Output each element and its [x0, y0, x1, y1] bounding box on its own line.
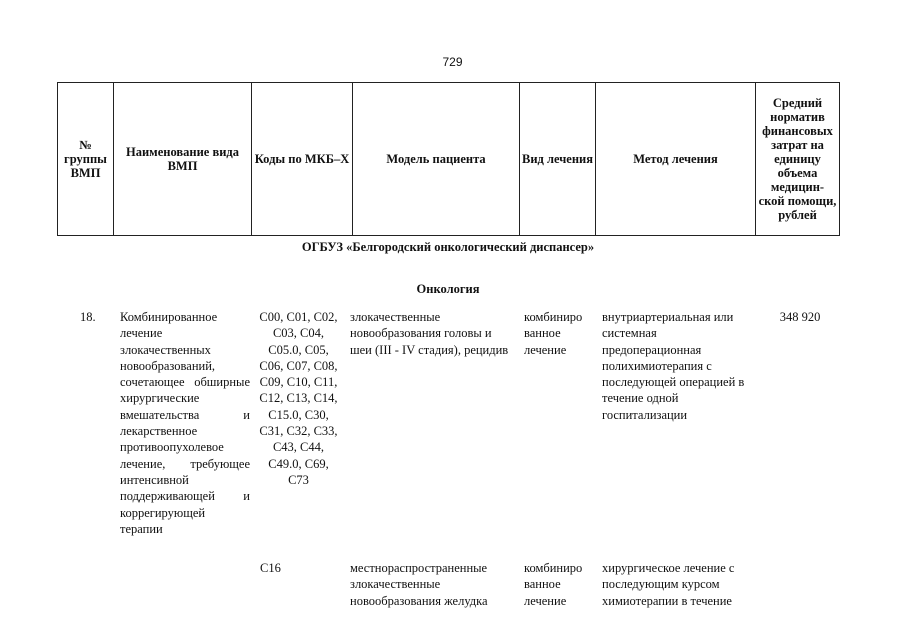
- code-line: C49.0, C69,: [268, 456, 329, 471]
- row-vmp-name: Комбинированное лечение злокачественных новообразований, сочетающее обширные хирургические вмешательства и лекарственное противоопухолевое лечение, требующее интенсивной поддерживающей и коррегирующей терапии: [120, 310, 250, 536]
- header-method: Метод лечения: [596, 83, 756, 236]
- table-header: [57, 82, 840, 236]
- header-vmp-name: Наименование вида ВМП: [114, 83, 252, 236]
- treatment-line: ванное: [524, 326, 561, 341]
- row-patient-model: местнораспространенные злокачественные новообразования желудка: [350, 561, 488, 608]
- row-icd-codes: C16: [260, 561, 281, 575]
- row-treatment-type: [524, 560, 590, 609]
- organization-title: ОГБУЗ «Белгородский онкологический диспансер»: [301, 240, 595, 254]
- treatment-line: лечение: [524, 342, 567, 357]
- section-title: Онкология: [416, 282, 480, 296]
- treatment-line: комбиниро: [524, 310, 583, 324]
- header-model: Модель пациента: [353, 83, 520, 236]
- header-group-no: № группы ВМП: [58, 83, 114, 236]
- code-line: C09, C10, C11,: [259, 375, 338, 390]
- row-cost: 348 920: [779, 310, 821, 324]
- code-line: C43, C44,: [272, 440, 325, 455]
- code-line: C12, C13, C14,: [259, 391, 338, 406]
- treatment-line: комбиниро: [524, 561, 583, 575]
- header-cost: Средний норматив финансовых затрат на единицу объема медицин-ской помощи, рублей: [756, 83, 840, 236]
- row-group-number: 18.: [80, 310, 96, 324]
- code-line: C31, C32, C33,: [259, 424, 338, 439]
- row-treatment-method: хирургическое лечение с последующим курсом химиотерапии в течение: [602, 561, 735, 608]
- code-line: C73: [288, 472, 309, 487]
- code-line: C06, C07, C08,: [259, 358, 338, 373]
- page-number: 729: [442, 55, 463, 69]
- code-line: C00, C01, C02,: [259, 310, 338, 324]
- row-treatment-method: внутриартериальная или системная предоперационная полихимиотерапия с последующей операцией в течение одной госпитализации: [602, 310, 745, 422]
- code-line: C15.0, C30,: [268, 407, 329, 422]
- header-treatment-type: Вид лечения: [520, 83, 596, 236]
- treatment-line: лечение: [524, 593, 567, 608]
- code-line: C05.0, C05,: [268, 342, 329, 357]
- treatment-line: ванное: [524, 577, 561, 592]
- header-codes: Коды по МКБ–X: [252, 83, 353, 236]
- code-line: C03, C04,: [272, 326, 325, 341]
- row-treatment-type: [524, 309, 590, 358]
- row-icd-codes: [255, 309, 342, 488]
- row-patient-model: злокачественные новообразования головы и шеи (III - IV стадия), рецидив: [350, 310, 509, 357]
